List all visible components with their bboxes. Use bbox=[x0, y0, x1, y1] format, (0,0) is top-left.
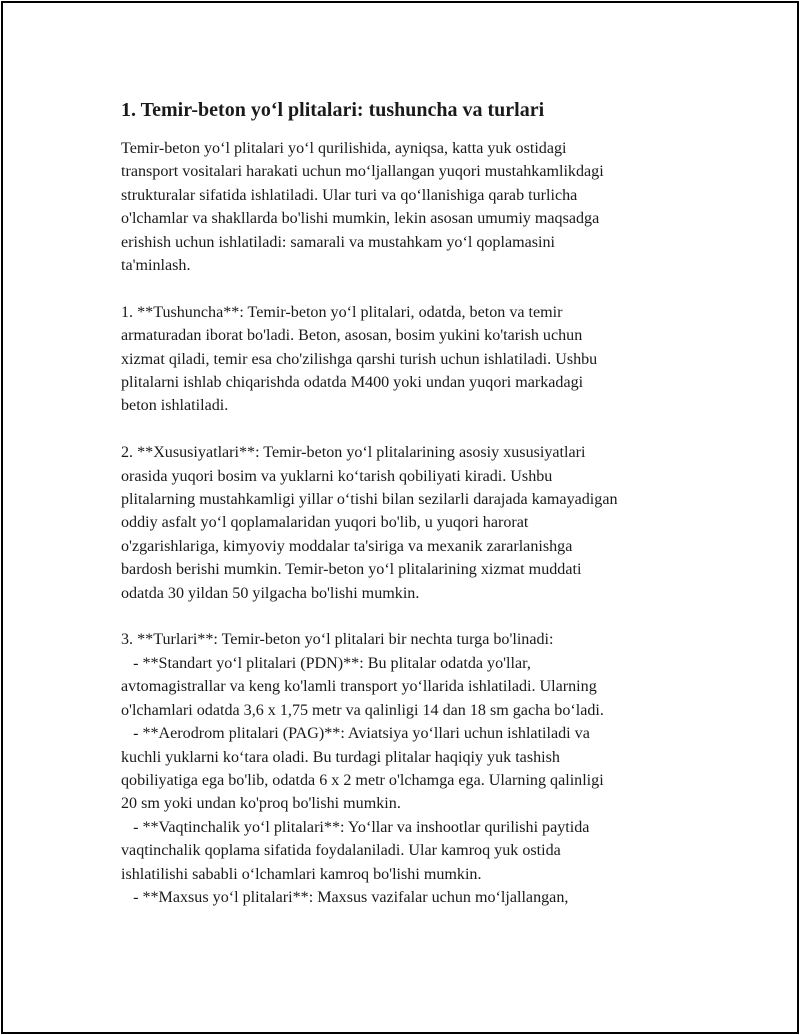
document-title: 1. Temir-beton yo‘l plitalari: tushuncha va turlari bbox=[121, 99, 545, 121]
text-line: ta'minlash. bbox=[121, 257, 191, 275]
paragraph-spacer bbox=[121, 418, 691, 441]
text-line: avtomagistrallar va keng ko'lamli transport yo‘llarida ishlatiladi. Ularning bbox=[121, 678, 597, 696]
page-frame bbox=[1, 1, 799, 1034]
text-line: oddiy asfalt yo‘l qoplamalaridan yuqori bo'lib, u yuqori harorat bbox=[121, 514, 529, 532]
text-line: 3. **Turlari**: Temir-beton yo‘l plitalari bir nechta turga bo'linadi: bbox=[121, 631, 554, 649]
text-line: - **Aerodrom plitalari (PAG)**: Aviatsiya yo‘llari uchun ishlatiladi va bbox=[121, 725, 590, 743]
paragraph-types bbox=[121, 628, 691, 909]
paragraph-spacer bbox=[121, 277, 691, 300]
text-line: o'lchamlar va shakllarda bo'lishi mumkin, lekin asosan umumiy maqsadga bbox=[121, 210, 600, 228]
text-line: transport vositalari harakati uchun mo‘ljallangan yuqori mustahkamlikdagi bbox=[121, 163, 604, 181]
text-line: strukturalar sifatida ishlatiladi. Ular turi va qo‘llanishiga qarab turlicha bbox=[121, 186, 578, 204]
paragraph-properties bbox=[121, 441, 691, 605]
text-line: orasida yuqori bosim va yuklarni ko‘tarish qobiliyati kiradi. Ushbu bbox=[121, 467, 553, 485]
text-line: qobiliyatiga ega bo'lib, odatda 6 x 2 metr o'lchamga ega. Ularning qalinligi bbox=[121, 771, 604, 789]
text-line: o'zgarishlariga, kimyoviy moddalar ta'siriga va mexanik zararlanishga bbox=[121, 537, 573, 555]
paragraph-spacer bbox=[121, 605, 691, 628]
text-line: plitalarni ishlab chiqarishda odatda M400 yoki undan yuqori markadagi bbox=[121, 374, 584, 392]
text-line: - **Maxsus yo‘l plitalari**: Maxsus vazifalar uchun mo‘ljallangan, bbox=[121, 888, 569, 906]
text-line: armaturadan iborat bo'ladi. Beton, asosan, bosim yukini ko'tarish uchun bbox=[121, 327, 583, 345]
text-line: vaqtinchalik qoplama sifatida foydalaniladi. Ular kamroq yuk ostida bbox=[121, 842, 561, 860]
text-line: ishlatilishi sababli o‘lchamlari kamroq bo'lishi mumkin. bbox=[121, 865, 482, 883]
text-line: plitalarning mustahkamligi yillar o‘tishi bilan sezilarli darajada kamayadigan bbox=[121, 491, 618, 509]
text-line: bardosh berishi mumkin. Temir-beton yo‘l plitalarining xizmat muddati bbox=[121, 561, 582, 579]
text-line: 2. **Xususiyatlari**: Temir-beton yo‘l plitalarining asosiy xususiyatlari bbox=[121, 444, 586, 462]
document-body bbox=[121, 96, 691, 909]
text-line: Temir-beton yo‘l plitalari yo‘l qurilishida, ayniqsa, katta yuk ostidagi bbox=[121, 140, 567, 157]
text-line: - **Vaqtinchalik yo‘l plitalari**: Yo‘llar va inshootlar qurilishi paytida bbox=[121, 818, 590, 836]
text-line: 1. **Tushuncha**: Temir-beton yo‘l plitalari, odatda, beton va temir bbox=[121, 303, 563, 321]
paragraph-concept bbox=[121, 301, 691, 418]
paragraph-intro bbox=[121, 137, 691, 277]
text-line: - **Standart yo‘l plitalari (PDN)**: Bu plitalar odatda yo'llar, bbox=[121, 654, 531, 672]
text-line: xizmat qiladi, temir esa cho'zilishga qarshi turish uchun ishlatiladi. Ushbu bbox=[121, 350, 598, 368]
text-line: o'lchamlari odatda 3,6 x 1,75 metr va qalinligi 14 dan 18 sm gacha bo‘ladi. bbox=[121, 701, 604, 719]
text-line: erishish uchun ishlatiladi: samarali va mustahkam yo‘l qoplamasini bbox=[121, 233, 555, 251]
text-line: 20 sm yoki undan ko'proq bo'lishi mumkin. bbox=[121, 795, 401, 813]
text-line: beton ishlatiladi. bbox=[121, 397, 229, 415]
text-line: kuchli yuklarni ko‘tara oladi. Bu turdagi plitalar haqiqiy yuk tashish bbox=[121, 748, 560, 766]
text-line: odatda 30 yildan 50 yilgacha bo'lishi mumkin. bbox=[121, 584, 420, 602]
